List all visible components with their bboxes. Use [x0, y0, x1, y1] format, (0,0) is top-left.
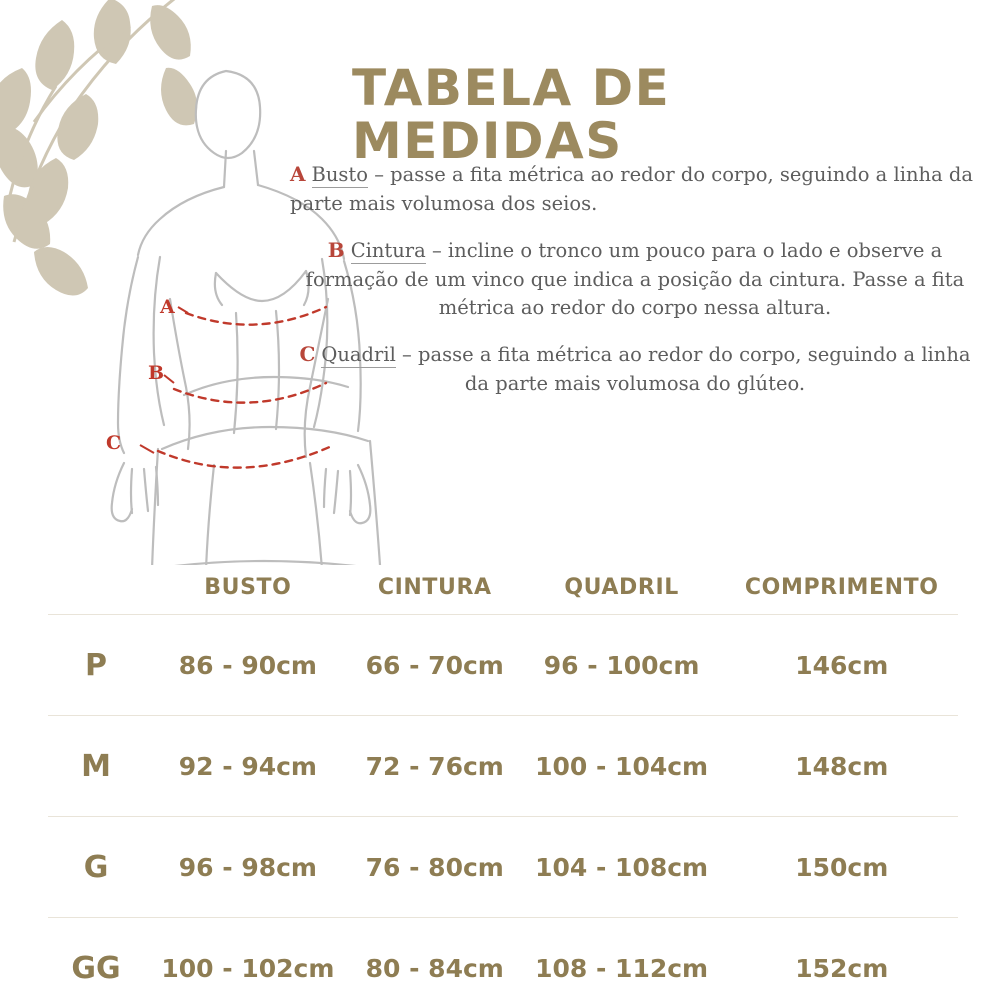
instruction-term-quadril: Quadril — [321, 343, 396, 367]
cell-size-g: G — [83, 849, 109, 885]
column-header-cintura: CINTURA — [377, 575, 492, 600]
cell-busto-p: 86 - 90cm — [178, 650, 317, 680]
foliage-decoration-icon — [0, 0, 310, 370]
cell-cintura-m: 72 - 76cm — [365, 751, 504, 781]
instruction-text-cintura: – incline o tronco um pouco para o lado e observe a formação de um vinco que indica a posição da cintura. Passe a fita métrica ao redor do corpo nessa altura. — [305, 238, 965, 320]
instruction-letter-a: A — [290, 162, 306, 186]
cell-comprimento-g: 150cm — [795, 852, 889, 882]
cell-comprimento-p: 146cm — [795, 650, 889, 680]
cell-busto-m: 92 - 94cm — [178, 751, 317, 781]
cell-comprimento-m: 148cm — [795, 751, 889, 781]
instruction-busto — [290, 160, 980, 219]
column-header-busto: BUSTO — [204, 575, 292, 600]
cell-comprimento-gg: 152cm — [795, 953, 889, 983]
cell-cintura-p: 66 - 70cm — [365, 650, 504, 680]
column-header-size — [48, 575, 144, 615]
size-table — [48, 575, 958, 1000]
instruction-text-quadril: – passe a fita métrica ao redor do corpo, seguindo a linha da parte mais volumosa do glúteo. — [395, 343, 971, 396]
instruction-cintura — [290, 236, 980, 324]
figure-marker-a: A — [160, 296, 175, 318]
cell-size-p: P — [85, 647, 107, 683]
hip-measure-line — [158, 445, 334, 468]
cell-size-m: M — [81, 748, 111, 784]
size-table-body — [48, 615, 958, 1000]
table-header-row — [48, 575, 958, 615]
cell-quadril-gg: 108 - 112cm — [535, 953, 709, 983]
cell-busto-gg: 100 - 102cm — [161, 953, 335, 983]
cell-quadril-g: 104 - 108cm — [535, 852, 709, 882]
size-table-header — [48, 575, 958, 615]
table-row — [48, 615, 958, 716]
cell-size-gg: GG — [71, 950, 121, 986]
table-row — [48, 817, 958, 918]
instruction-quadril — [290, 340, 980, 399]
column-header-quadril: QUADRIL — [564, 575, 679, 600]
column-header-comprimento: COMPRIMENTO — [744, 575, 939, 600]
instruction-text-busto: – passe a fita métrica ao redor do corpo, seguindo a linha da parte mais volumosa dos seios. — [290, 163, 974, 215]
instruction-letter-c: C — [299, 342, 316, 367]
cell-quadril-p: 96 - 100cm — [543, 650, 700, 680]
figure-marker-c: C — [106, 432, 122, 454]
cell-cintura-g: 76 - 80cm — [365, 852, 504, 882]
table-row — [48, 918, 958, 1000]
instructions-block — [290, 160, 980, 416]
figure-marker-b: B — [148, 362, 165, 384]
page-title: TABELA DE MEDIDAS — [352, 59, 671, 170]
cell-quadril-m: 100 - 104cm — [535, 751, 709, 781]
instruction-term-cintura: Cintura — [350, 238, 426, 262]
cell-cintura-gg: 80 - 84cm — [365, 953, 504, 983]
instruction-term-busto: Busto — [311, 163, 369, 186]
instruction-letter-b: B — [327, 237, 345, 262]
cell-busto-g: 96 - 98cm — [178, 852, 317, 882]
table-row — [48, 716, 958, 817]
